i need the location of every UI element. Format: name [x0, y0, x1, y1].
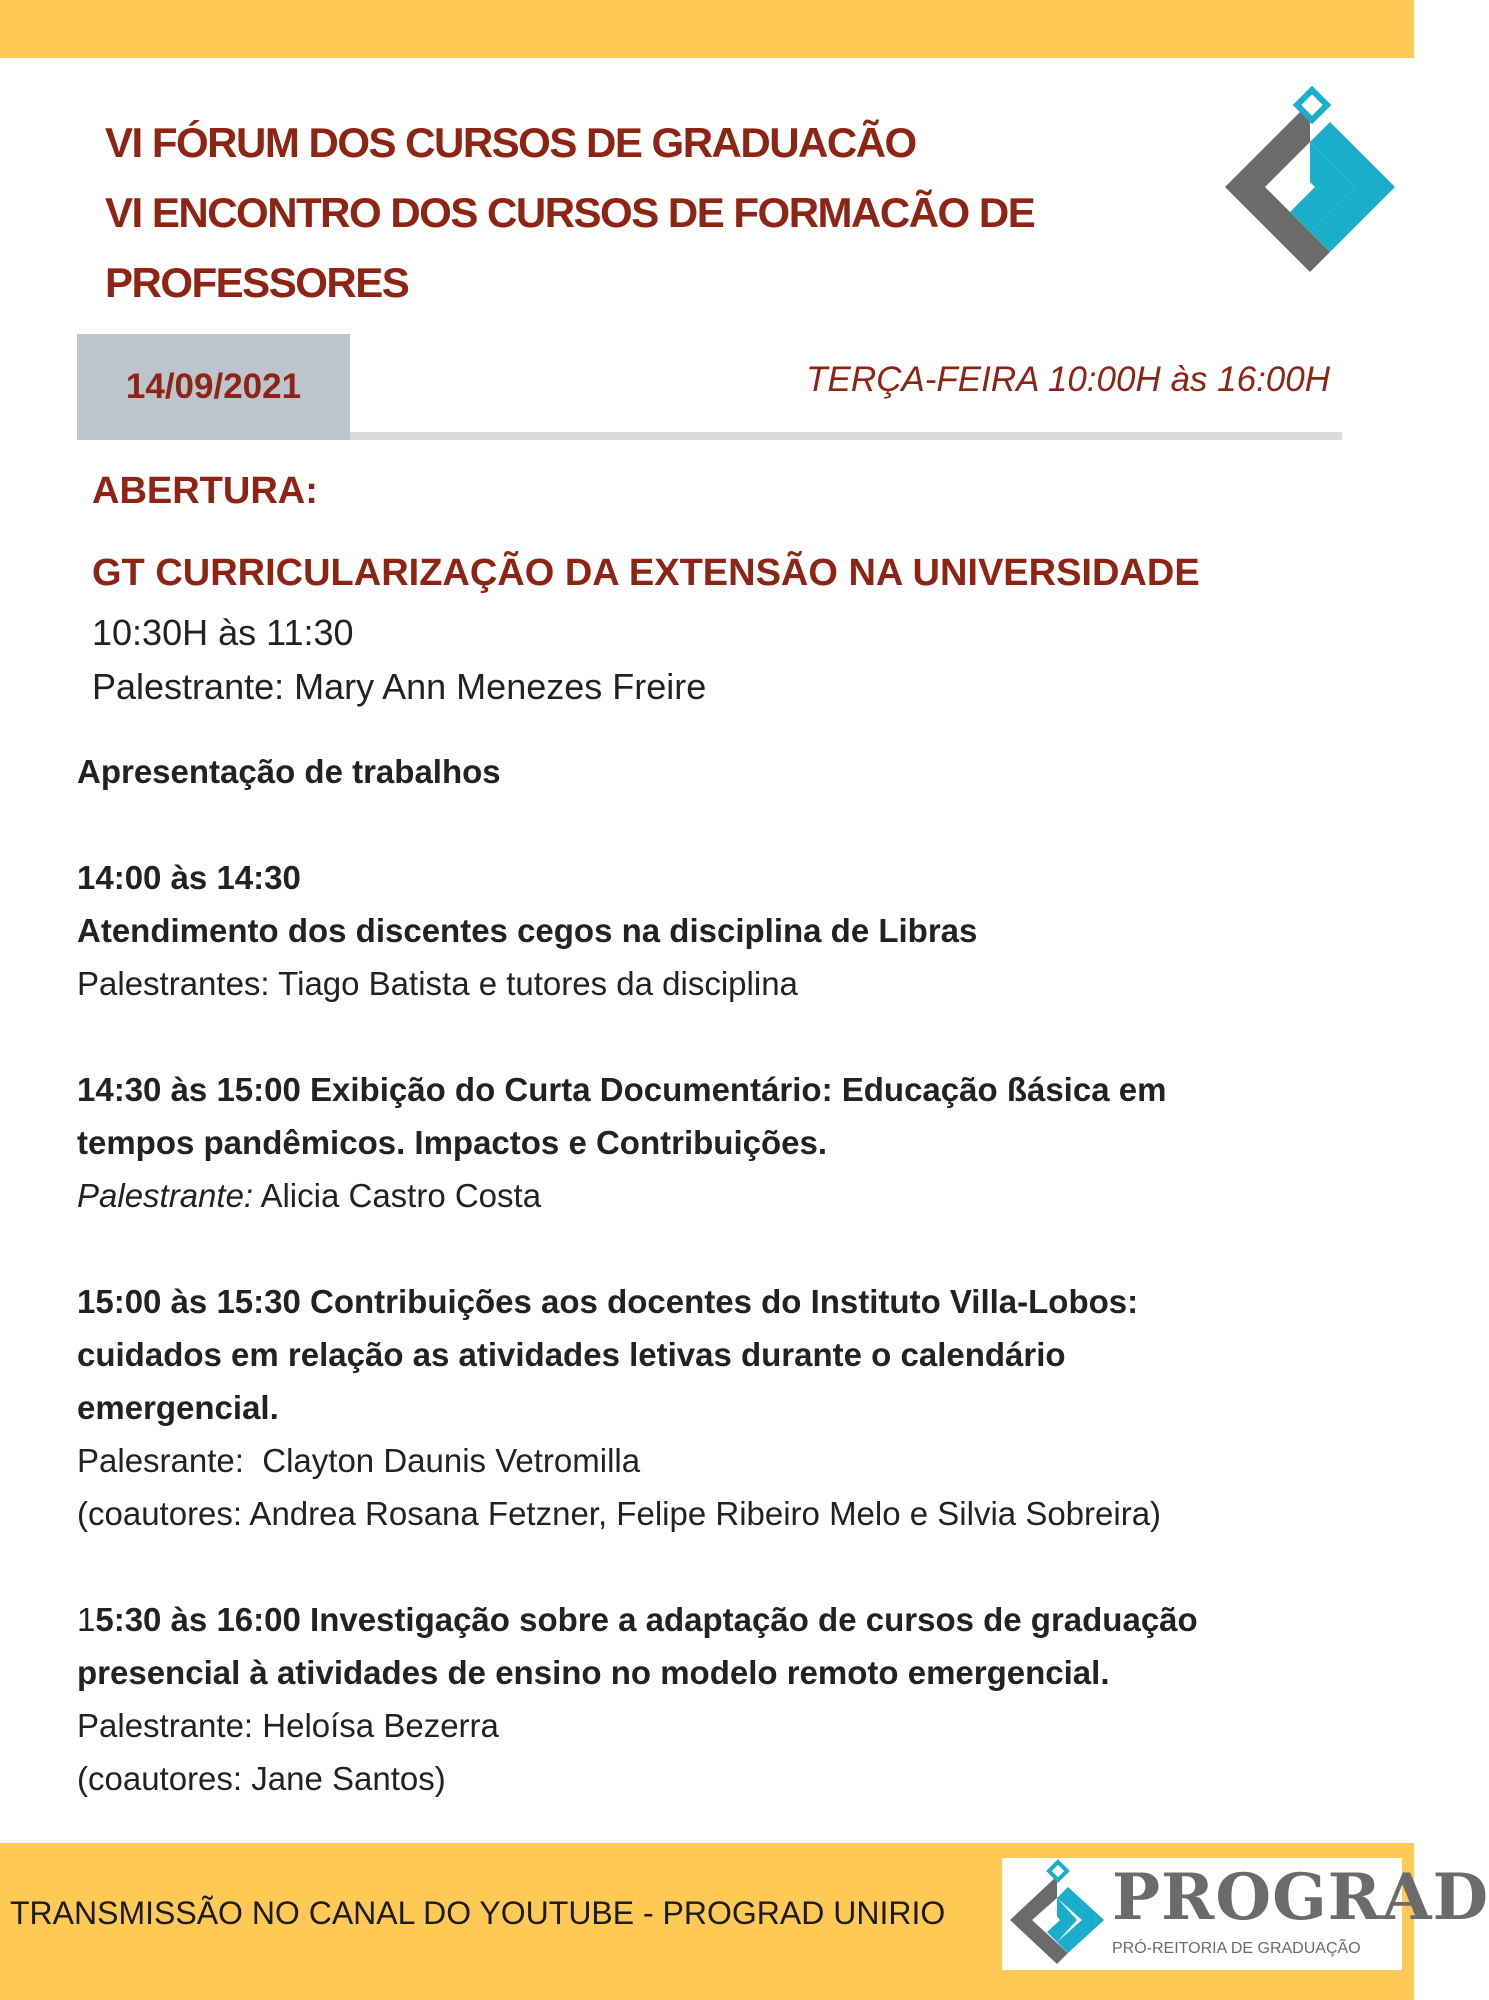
event-title-line-3: PROFESSORES [105, 259, 409, 306]
item-3-coauthors: (coautores: Andrea Rosana Fetzner, Felipe Ribeiro Melo e Silvia Sobreira) [77, 1495, 1162, 1532]
item-3-title-line-2: cuidados em relação as atividades letivas durante o calendário [77, 1336, 1066, 1373]
date-badge [77, 334, 350, 440]
item-4-title-first-char: 1 [77, 1601, 96, 1638]
item-4-title-line-1 [77, 1593, 1367, 1646]
item-4-speaker: Palestrante: Heloísa Bezerra [77, 1707, 499, 1744]
item-3-speaker: Palesrante: Clayton Daunis Vetromilla [77, 1442, 641, 1479]
item-2-title-line-1: 14:30 às 15:00 Exibição do Curta Documentário: Educação ßásica em [77, 1071, 1167, 1108]
gt-title: GT CURRICULARIZAÇÃO DA EXTENSÃO NA UNIVERSIDADE [92, 552, 1200, 594]
date-divider-line [350, 432, 1342, 440]
item-1-time: 14:00 às 14:30 [77, 859, 301, 896]
item-4-coauthors: (coautores: Jane Santos) [77, 1760, 446, 1797]
item-2-speaker-name: Alicia Castro Costa [253, 1177, 542, 1214]
event-title-line-1: VI FÓRUM DOS CURSOS DE GRADUACÃO [105, 119, 916, 166]
item-2-title-line-2: tempos pandêmicos. Impactos e Contribuições. [77, 1124, 827, 1161]
item-1-speaker: Palestrantes: Tiago Batista e tutores da disciplina [77, 965, 798, 1002]
prograd-brand-subtitle: PRÓ-REITORIA DE GRADUAÇÃO [1112, 1940, 1361, 1957]
event-title-line-2: VI ENCONTRO DOS CURSOS DE FORMACÃO DE [105, 189, 1035, 236]
youtube-stream-notice: TRANSMISSÃO NO CANAL DO YOUTUBE - PROGRAD UNIRIO [10, 1895, 946, 1931]
item-4-title-rest: 5:30 às 16:00 Investigação sobre a adaptação de cursos de graduação [95, 1601, 1198, 1638]
item-2-speaker [77, 1169, 1367, 1222]
item-1-title: Atendimento dos discentes cegos na disciplina de Libras [77, 912, 978, 949]
presentations-list [77, 745, 1367, 1805]
item-3-title-line-1: 15:00 às 15:30 Contribuições aos docentes do Instituto Villa-Lobos: [77, 1283, 1139, 1320]
event-title [105, 108, 1125, 318]
prograd-brand-name: PROGRAD [1112, 1860, 1489, 1935]
event-day-time: TERÇA-FEIRA 10:00H às 16:00H [806, 360, 1330, 399]
opening-speaker: Palestrante: Mary Ann Menezes Freire [92, 666, 707, 707]
prograd-footer-logo [1002, 1858, 1489, 1970]
presentations-heading: Apresentação de trabalhos [77, 753, 501, 790]
prograd-diamond-logo-icon [1002, 1858, 1112, 1970]
event-date: 14/09/2021 [125, 367, 302, 406]
top-color-band [0, 0, 1414, 58]
item-4-title-line-2: presencial à atividades de ensino no modelo remoto emergencial. [77, 1654, 1110, 1691]
opening-time: 10:30H às 11:30 [92, 612, 354, 653]
item-3-title-line-3: emergencial. [77, 1389, 279, 1426]
opening-label: ABERTURA: [92, 470, 318, 512]
item-2-speaker-label: Palestrante: [77, 1177, 254, 1214]
prograd-diamond-logo-icon [1215, 82, 1405, 287]
